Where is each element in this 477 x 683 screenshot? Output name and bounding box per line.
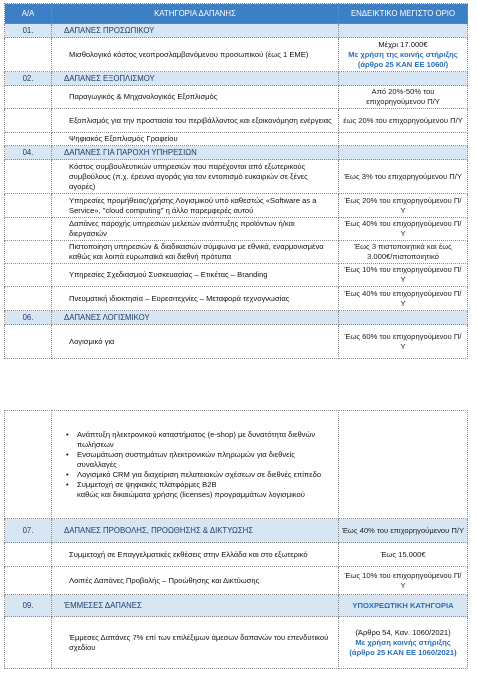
row-description: Έμμεσες Δαπάνες 7% επί των επιλέξιμων άμεσων δαπανών του επενδυτικού σχεδίου: [52, 617, 339, 669]
row-limit: Έως 15.000€: [339, 543, 468, 567]
section-header-02: [5, 72, 468, 86]
row-description: Πνευματική ιδιοκτησία – Ευρεσιτεχνίες – Μεταφορά τεχνογνωσίας: [52, 287, 339, 311]
list-item: • Συμμετοχή σε ψηφιακές πλατφόρμες B2B: [52, 480, 334, 490]
section-title: ΈΜΜΕΣΕΣ ΔΑΠΑΝΕΣ: [52, 595, 339, 617]
section-header-06: [5, 311, 468, 325]
header-limit: ΕΝΔΕΙΚΤΙΚΟ ΜΕΓΙΣΤΟ ΟΡΙΟ: [339, 4, 468, 24]
row-description: Παραγωγικός & Μηχανολογικός Εξοπλισμός: [52, 86, 339, 109]
row-limit: Έως 10% του επιχορηγούμενου Π/Υ: [339, 264, 468, 287]
section-number: 04.: [5, 146, 52, 160]
section-title: ΔΑΠΑΝΕΣ ΓΙΑ ΠΑΡΟΧΗ ΥΠΗΡΕΣΙΩΝ: [52, 146, 339, 160]
row-limit: Έως 3 πιστοποιητικά και έως 3.000€/πιστοποιητικό: [339, 241, 468, 264]
section-number: 07.: [5, 519, 52, 543]
section-title: ΔΑΠΑΝΕΣ ΠΡΟΣΩΠΙΚΟΥ: [52, 24, 339, 38]
list-item: • Ανάπτυξη ηλεκτρονικού καταστήματος (e-shop) με δυνατότητα διεθνών πωλήσεων: [52, 430, 334, 450]
table-row: [5, 133, 468, 146]
row-description: Υπηρεσίες Σχεδιασμού Συσκευασίας – Ετικέτας – Branding: [52, 264, 339, 287]
row-limit: Από 20%-50% του επιχορηγούμενου Π/Υ: [339, 86, 468, 109]
header-aa: Α/Α: [5, 4, 52, 24]
row-description: Εξοπλισμός για την προστασία του περιβάλλοντος και εξοικονόμηση ενέργειας: [52, 109, 339, 133]
limit-ref-2: (άρθρο 25 ΚΑΝ ΕΕ 1060/2021): [349, 647, 457, 657]
section-title: ΔΑΠΑΝΕΣ ΠΡΟΒΟΛΗΣ, ΠΡΟΩΘΗΣΗΣ & ΔΙΚΤΥΩΣΗΣ: [52, 519, 339, 543]
limit-amount: Μέχρι 17.000€: [378, 39, 428, 49]
table-header: [5, 4, 468, 24]
table-row: [5, 160, 468, 194]
section-title: ΔΑΠΑΝΕΣ ΕΞΟΠΛΙΣΜΟΥ: [52, 72, 339, 86]
table-row: [5, 109, 468, 133]
row-limit: Έως 20% του επιχορηγούμενου Π/Υ: [339, 194, 468, 218]
table-row: [5, 194, 468, 218]
row-description: Συμμετοχή σε Επαγγελματικές εκθέσεις στην Ελλάδα και στο εξωτερικό: [52, 543, 339, 567]
row-limit: Έως 60% του επιχορηγούμενου Π/Υ: [339, 325, 468, 359]
table-row: [5, 218, 468, 241]
row-limit: [339, 617, 468, 669]
software-bullets-row: [5, 411, 468, 519]
list-item: • Ενσωμάτωση συστημάτων ηλεκτρονικών πληρωμών για διεθνείς συναλλαγές: [52, 450, 334, 470]
table-row: [5, 325, 468, 359]
header-category: ΚΑΤΗΓΟΡΙΑ ΔΑΠΑΝΗΣ: [52, 4, 339, 24]
table-row: [5, 38, 468, 72]
table-row: [5, 567, 468, 595]
list-item: • Λογισμικό CRM για διαχείριση πελατειακών σχέσεων σε διεθνές επίπεδο: [52, 470, 334, 480]
expense-table-part2: [4, 410, 468, 669]
section-limit: Έως 40% του επιχορηγούμενου Π/Υ: [339, 519, 468, 543]
table-row: [5, 241, 468, 264]
row-description: Μισθολογικό κόστος νεοπροσλαμβανόμενου προσωπικού (έως 1 ΕΜΕ): [52, 38, 339, 72]
section-header-07: [5, 519, 468, 543]
table-row: [5, 543, 468, 567]
section-header-04: [5, 146, 468, 160]
row-limit: Έως 10% του επιχορηγούμενου Π/Υ: [339, 567, 468, 595]
software-bullet-list: [52, 411, 339, 519]
limit-note: Με χρήση κοινής στήριξης: [355, 637, 451, 647]
limit-ref: (άρθρο 25 ΚΑΝ ΕΕ 1060/): [357, 59, 449, 69]
row-limit: Έως 3% του επιχορηγούμενου Π/Υ: [339, 160, 468, 194]
expense-table-part1: [4, 3, 468, 359]
row-description: Πιστοποίηση υπηρεσιών & διαδικασιών σύμφωνα με εθνικά, εναρμονισμένα καθώς και λοιπά ευρωπαϊκά και διεθνή πρότυπα: [52, 241, 339, 264]
row-limit: Έως 40% του επιχορηγούμενου Π/Υ: [339, 287, 468, 311]
section-header-09: [5, 595, 468, 617]
section-number: 09.: [5, 595, 52, 617]
table-row: [5, 86, 468, 109]
row-description: Λογισμικό για: [52, 325, 339, 359]
row-description: Ψηφιακός Εξοπλισμός Γραφείου: [52, 133, 339, 146]
row-limit: Έως 40% του επιχορηγούμενου Π/Υ: [339, 218, 468, 241]
section-number: 01.: [5, 24, 52, 38]
section-header-01: [5, 24, 468, 38]
section-title: ΔΑΠΑΝΕΣ ΛΟΓΙΣΜΙΚΟΥ: [52, 311, 339, 325]
row-limit: έως 20% του επιχορηγούμενου Π/Υ: [339, 109, 468, 133]
list-item-continuation: καθώς και δικαιώματα χρήσης (licenses) προγραμμάτων λογισμικού: [77, 489, 305, 499]
section-number: 02.: [5, 72, 52, 86]
section-mandatory-label: ΥΠΟΧΡΕΩΤΙΚΗ ΚΑΤΗΓΟΡΙΑ: [339, 595, 468, 617]
table-row: [5, 617, 468, 669]
limit-note: Με χρήση της κοινής στήριξης: [348, 49, 458, 59]
table-row: [5, 264, 468, 287]
row-description: Δαπάνες παροχής υπηρεσιών μελετών ανάπτυξης προϊόντων ή/και διεργασιών: [52, 218, 339, 241]
row-description: Κόστος συμβουλευτικών υπηρεσιών που παρέχονται από εξωτερικούς συμβούλους (π.χ. έρευνα αγοράς για τον εντοπισμό ευκαιριών σε ξένες αγορές): [52, 160, 339, 194]
row-description: Υπηρεσίες προμήθειας/χρήσης Λογισμικού υπό καθεστώς «Software as a Service», "cloud computing" η άλλο παρεμφερές αυτού: [52, 194, 339, 218]
limit-ref: (Άρθρο 54, Καν. 1060/2021): [355, 627, 451, 637]
table-row: [5, 287, 468, 311]
section-number: 06.: [5, 311, 52, 325]
row-description: Λοιπές Δαπάνες Προβολής – Προώθησης και Δικτύωσης: [52, 567, 339, 595]
row-limit: [339, 38, 468, 72]
